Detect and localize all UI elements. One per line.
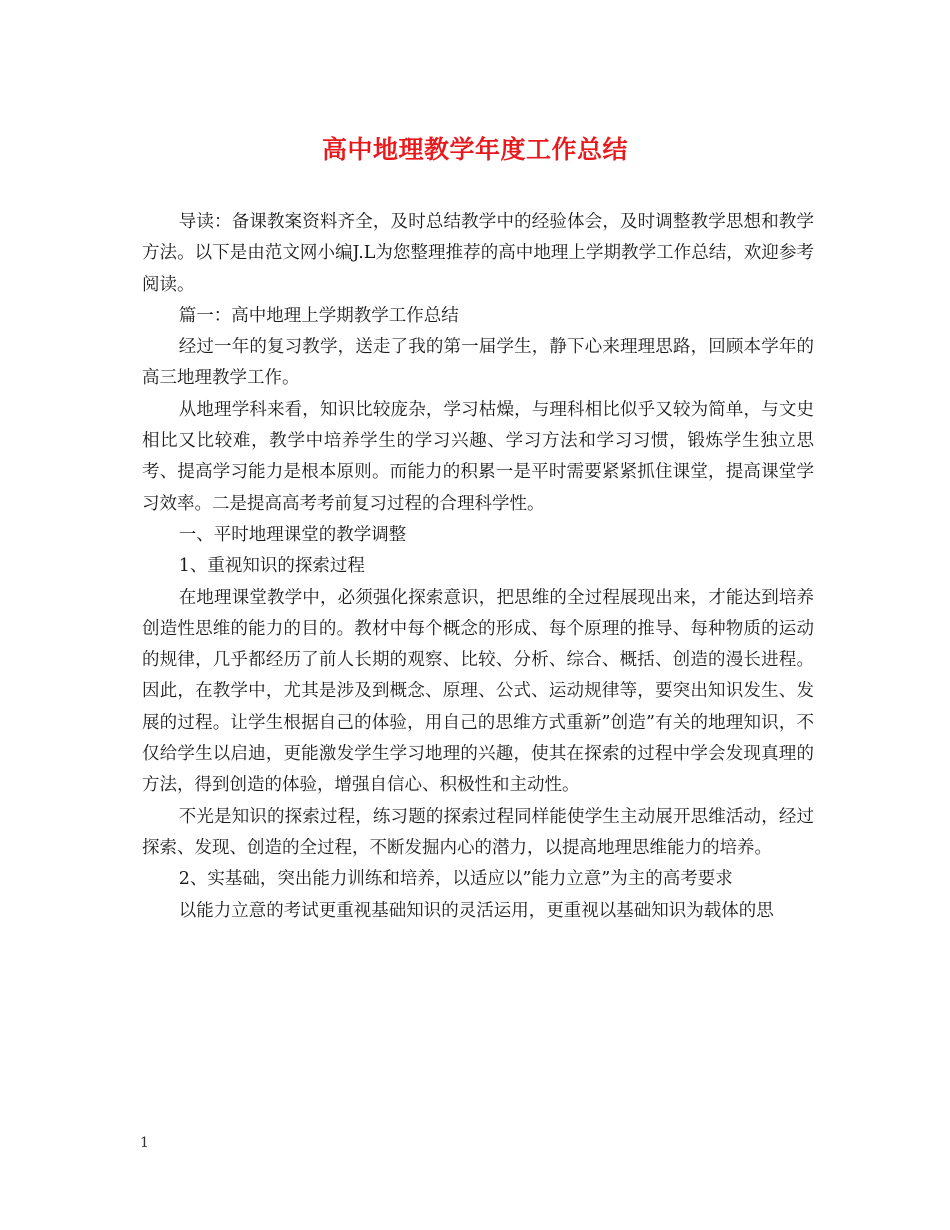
paragraph-heading: 一、平时地理课堂的教学调整 (178, 524, 407, 545)
paragraph-section-title: 篇一：高中地理上学期教学工作总结 (178, 305, 459, 326)
page-number: 1 (140, 1135, 149, 1151)
paragraph: 以能力立意的考试更重视基础知识的灵活运用，更重视以基础知识为载体的思 (178, 900, 774, 921)
paragraph-intro: 导读：备课教案资料齐全，及时总结教学中的经验体会，及时调整教学思想和教学方法。以下是由范文网小编J.L为您整理推荐的高中地理上学期教学工作总结，欢迎参考阅读。 (142, 212, 814, 295)
paragraph: 在地理课堂教学中，必须强化探索意识，把思维的全过程展现出来，才能达到培养创造性思维的能力的目的。教材中每个概念的形成、每个原理的推导、每种物质的运动的规律，几乎都经历了前人长期的观察、比较、分析、综合、概括、创造的漫长进程。因此，在教学中，尤其是涉及到概念、原理、公式、运动规律等，要突出知识发生、发展的过程。让学生根据自己的体验，用自己的思维方式重新”创造”有关的地理知识，不仅给学生以启迪，更能激发学生学习地理的兴趣，使其在探索的过程中学会发现真理的方法，得到创造的体验，增强自信心、积极性和主动性。 (142, 587, 814, 796)
document-body (142, 207, 814, 927)
paragraph: 从地理学科来看，知识比较庞杂，学习枯燥，与理科相比似乎又较为简单，与文史相比又比较难，教学中培养学生的学习兴趣、学习方法和学习习惯，锻炼学生独立思考、提高学习能力是根本原则。而能力的积累一是平时需要紧紧抓住课堂，提高课堂学习效率。二是提高高考考前复习过程的合理科学性。 (142, 399, 814, 514)
paragraph-subheading: 2、实基础，突出能力训练和培养，以适应以”能力立意”为主的高考要求 (178, 869, 733, 890)
paragraph: 不光是知识的探索过程，练习题的探索过程同样能使学生主动展开思维活动，经过探索、发现、创造的全过程，不断发掘内心的潜力，以提高地理思维能力的培养。 (142, 806, 814, 858)
paragraph: 经过一年的复习教学，送走了我的第一届学生，静下心来理理思路，回顾本学年的高三地理教学工作。 (142, 337, 814, 389)
paragraph-subheading: 1、重视知识的探索过程 (178, 556, 365, 577)
document-title: 高中地理教学年度工作总结 (321, 135, 628, 164)
